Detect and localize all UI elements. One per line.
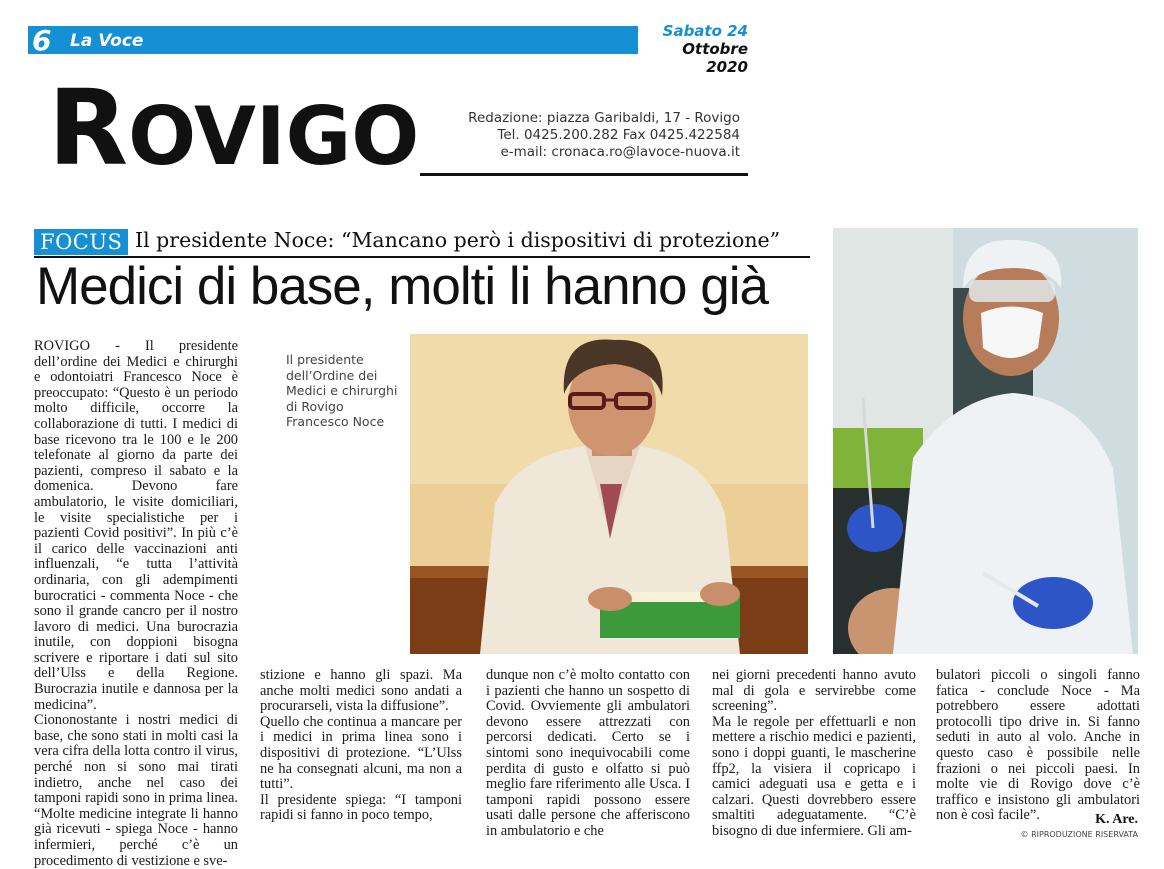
article-column-5	[936, 668, 1140, 824]
copyright-notice: © RIPRODUZIONE RISERVATA	[1020, 830, 1138, 839]
article-column-1	[34, 339, 238, 869]
article-column-2	[260, 668, 462, 824]
article-column-4	[712, 668, 916, 840]
section-title-rest: OVIGO	[128, 90, 420, 183]
section-title-initial: R	[48, 67, 129, 189]
newsroom-address: Redazione: piazza Garibaldi, 17 - Rovigo	[468, 110, 740, 126]
healthworker-photo-illustration	[833, 228, 1138, 654]
paragraph: Ciononostante i nostri medici di base, che sono stati in molti casi la vera cifra della lotta contro il virus, perché non si sono mai tirati indietro, anche nel caso dei tamponi rapidi sono in prima linea. “Molte medicine integrate li hanno già ricevuti - spiega Noce - hanno infermieri, perché c’è un procedimento di vestizione e sve-	[34, 712, 238, 869]
section-title-rule	[420, 173, 748, 176]
date-month-year: Ottobre 2020	[682, 40, 748, 76]
president-photo-illustration	[410, 334, 808, 654]
photo-caption: Il presidente dell’Ordine dei Medici e chirurghi di Rovigo Francesco Noce	[286, 352, 398, 429]
newsroom-contacts	[440, 110, 740, 161]
article-kicker: Il presidente Noce: “Mancano però i dispositivi di protezione”	[135, 228, 781, 252]
newsroom-email: e-mail: cronaca.ro@lavoce-nuova.it	[500, 144, 740, 160]
page-number: 6	[32, 24, 52, 57]
paragraph: ROVIGO - Il presidente dell’ordine dei Medici e chirurghi e odontoiatri Francesco Noce è preoccupato: “Questo è un periodo molto difficile, occorre la collaborazione di tutti. I medici di base ricevono tra le 100 e le 200 telefonate al giorno da parte dei pazienti, compreso il sabato e la domenica. Devono fare ambulatorio, le visite domiciliari, le visite specialistiche per i pazienti Covid positivi”. In più c’è il carico delle vaccinazioni anti influenzali, “e tutta l’attività ordinaria, con gli adempimenti burocratici - commenta Noce - che sono il grande cancro per il nostro lavoro di medici. Una burocrazia inutile, con doppioni bisogna scrivere e riportare i dati sul sito dell’Ulss e della Regione. Burocrazia inutile e dannosa per la medicina”.	[34, 338, 238, 713]
paragraph: nei giorni precedenti hanno avuto mal di gola e servirebbe come screening”.	[712, 667, 916, 715]
date-day: Sabato 24	[662, 22, 748, 40]
healthworker-photo	[833, 228, 1138, 654]
article-headline: Medici di base, molti li hanno già	[36, 257, 768, 316]
paragraph: Ma le regole per effettuarli e non mettere a rischio medici e pazienti, sono i doppi guanti, le mascherine ffp2, la visiera il copricapo i camici adeguati usa e getta e i calzari. Questi dovrebbero essere smaltiti adeguatamente. “C’è bisogno di due infermiere. Gli am-	[712, 713, 916, 839]
author-signature: K. Are.	[1095, 812, 1138, 827]
paragraph: dunque non c’è molto contatto con i pazienti che hanno un sospetto di Covid. Ovviemente gli ambulatori devono essere attrezzati con percorsi dedicati. Certo se i sintomi sono inequivocabili come perdita di gusto e olfatto si può meglio fare riferimento alle Usca. I tamponi rapidi possono essere usati dalle persone che afferiscono in ambulatorio e che	[486, 667, 690, 839]
section-title	[48, 67, 420, 189]
newspaper-name: La Voce	[70, 31, 144, 51]
focus-label: FOCUS	[40, 230, 123, 254]
president-photo	[410, 334, 808, 654]
article-column-3	[486, 668, 690, 840]
paragraph: stizione e hanno gli spazi. Ma anche molti medici sono andati a procurarseli, vista la diffusione”.	[260, 667, 462, 715]
newsroom-phone: Tel. 0425.200.282 Fax 0425.422584	[497, 127, 740, 143]
paragraph: Il presidente spiega: “I tamponi rapidi si fanno in poco tempo,	[260, 791, 462, 824]
paragraph: bulatori piccoli o singoli fanno fatica - conclude Noce - Ma potrebbero essere adottati protocolli tipo drive in. Si fanno seduti in auto al volo. Anche in questo caso è possibile nelle frazioni o nei piccoli paesi. In molte vie di Rovigo dove c’è traffico e insistono gli ambulatori non è così facile”.	[936, 667, 1140, 824]
paragraph: Quello che continua a mancare per i medici in prima linea sono i dispositivi di protezione. “L’Ulss ne ha consegnati alcuni, ma non a tutti”.	[260, 713, 462, 793]
